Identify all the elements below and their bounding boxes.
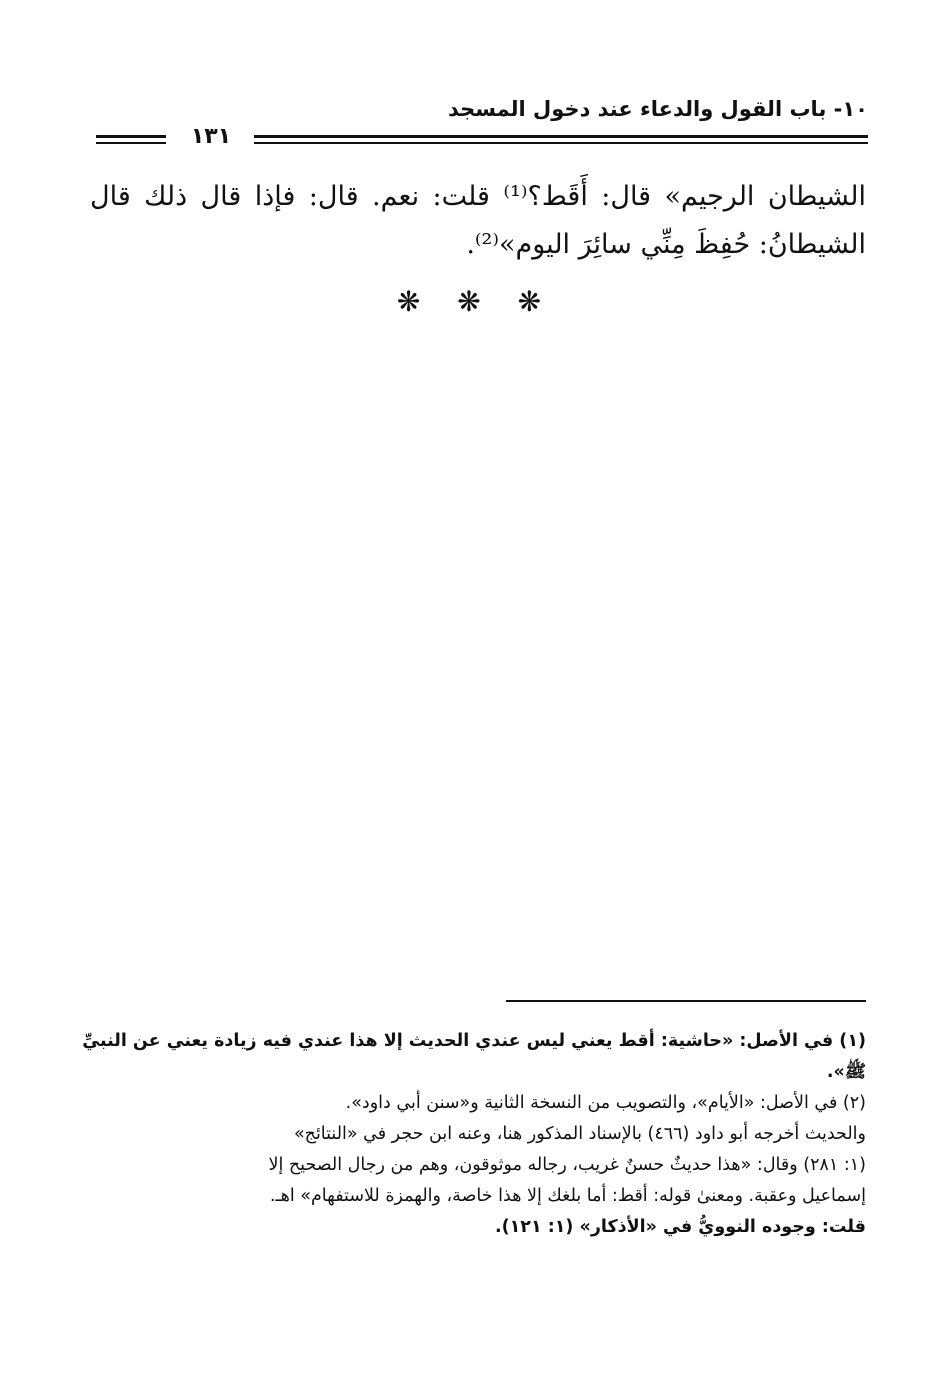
footnote-line: قلت: وجوده النوويُّ في «الأذكار» (١: ١٢١).	[494, 1217, 866, 1237]
footnote-line: (٢) في الأصل: «الأيام»، والتصويب من النسخة الثانية و«سنن أبي داود».	[345, 1093, 866, 1113]
footnote-line: إسماعيل وعقبة. ومعنىٰ قوله: أقط: أما بلغك إلا هذا خاصة، والهمزة للاستفهام» اهـ.	[269, 1186, 866, 1206]
footnote-line: ﷺ».	[826, 1062, 866, 1082]
header-rule-short	[96, 135, 166, 144]
footnote-line: (١: ٢٨١) وقال: «هذا حديثٌ حسنٌ غريب، رجاله موثوقون، وهم من رجال الصحيح إلا	[268, 1155, 866, 1175]
footnote-line: والحديث أخرجه أبو داود (٤٦٦) بالإسناد المذكور هنا، وعنه ابن حجر في «النتائج»	[293, 1124, 866, 1144]
body-text	[90, 173, 866, 269]
chapter-running-title: ١٠- باب القول والدعاء عند دخول المسجد	[447, 97, 868, 121]
footnotes	[82, 1026, 866, 1243]
footnote-rule	[506, 1000, 866, 1002]
header-rule	[96, 124, 868, 152]
body-line: الشيطان الرجيم» قال: أَقَط؟⁽¹⁾ قلت: نعم. قال: فإذا قال ذلك قال	[90, 181, 866, 212]
footnote-line: (١) في الأصل: «حاشية: أقط يعني ليس عندي الحديث إلا هذا عندي فيه زيادة يعني عن النبيِّ	[82, 1031, 866, 1051]
header-rule-long	[254, 135, 868, 144]
page-number: ١٣١	[190, 124, 232, 149]
section-separator: ❋ ❋ ❋	[396, 285, 556, 318]
body-line: الشيطانُ: حُفِظَ مِنِّي سائِرَ اليوم»⁽²⁾.	[466, 229, 866, 260]
